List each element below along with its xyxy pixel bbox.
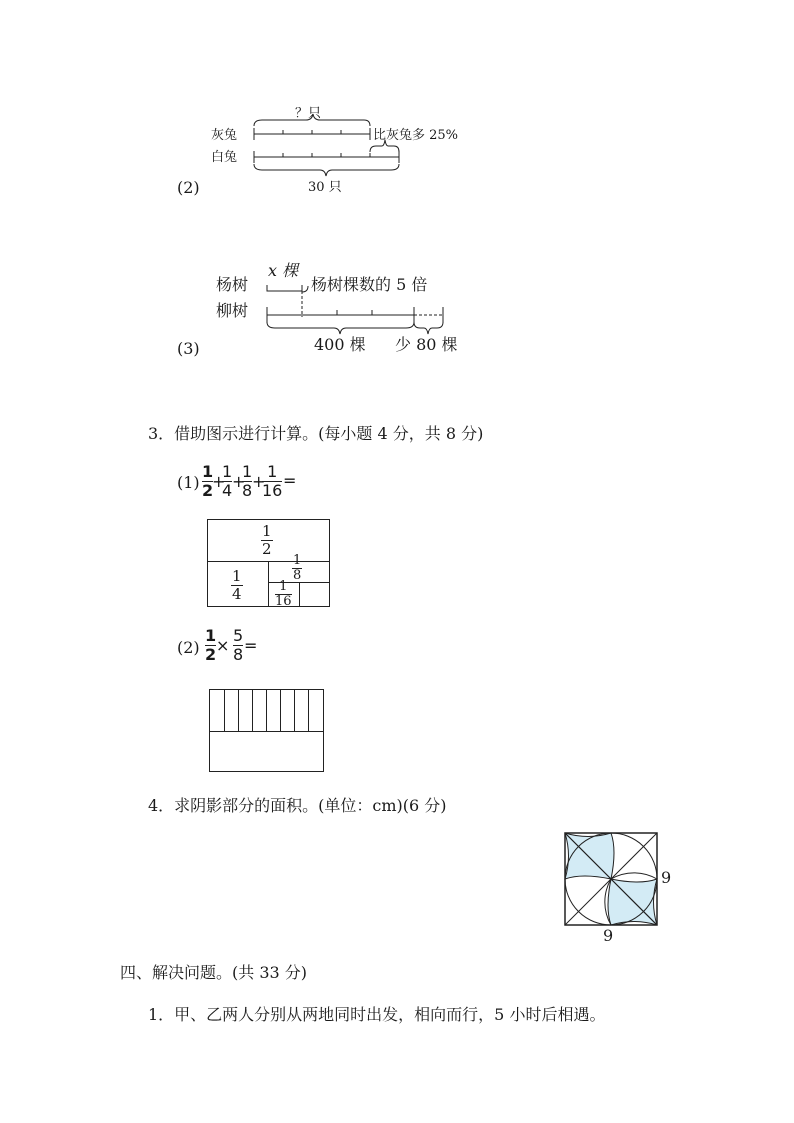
fraction-one-half: 1 2 bbox=[205, 626, 217, 664]
half-region-label: 1 2 bbox=[262, 522, 272, 558]
fraction-one-eighth: 1 8 bbox=[242, 462, 253, 500]
side-length-right: 9 bbox=[661, 868, 672, 887]
eighth-region-label: 1 8 bbox=[293, 553, 302, 583]
more-percent-label: 比灰兔多 25% bbox=[373, 128, 459, 143]
shaded-area-figure bbox=[562, 830, 662, 930]
x-trees-label: x 棵 bbox=[268, 261, 299, 280]
equals-sign: = bbox=[244, 636, 258, 655]
less-80-label: 少 80 棵 bbox=[395, 335, 458, 354]
quarter-region-label: 1 4 bbox=[232, 567, 242, 603]
plus-sign: + bbox=[232, 472, 246, 491]
willow-label: 柳树 bbox=[216, 301, 249, 320]
divider bbox=[238, 690, 239, 731]
fraction-five-eighths: 5 8 bbox=[233, 626, 244, 664]
section-4-question-1: 1．甲、乙两人分别从两地同时出发，相向而行，5 小时后相遇。 bbox=[148, 1005, 606, 1024]
side-length-bottom: 9 bbox=[603, 926, 614, 945]
fraction-one-quarter: 1 4 bbox=[222, 462, 233, 500]
divider bbox=[266, 690, 267, 731]
divider bbox=[294, 690, 295, 731]
total-label: 30 只 bbox=[308, 180, 342, 195]
fraction-area-model-1 bbox=[207, 519, 330, 607]
fraction-one-sixteenth: 1 16 bbox=[262, 462, 283, 500]
divider bbox=[308, 690, 309, 731]
sixteenth-region-label: 1 16 bbox=[275, 579, 292, 609]
question-3-title: 3．借助图示进行计算。(每小题 4 分，共 8 分) bbox=[148, 424, 484, 443]
subproblem-label-2: (2) bbox=[177, 178, 200, 197]
fraction-one-half: 1 2 bbox=[202, 462, 214, 500]
part-1-label: (1) bbox=[177, 473, 200, 492]
times-sign: × bbox=[216, 636, 230, 655]
poplar-label: 杨树 bbox=[216, 275, 249, 294]
white-rabbit-label: 白兔 bbox=[211, 150, 238, 165]
subproblem-label-3: (3) bbox=[177, 339, 200, 358]
divider bbox=[252, 690, 253, 731]
plus-sign: + bbox=[212, 472, 226, 491]
fraction-area-model-2 bbox=[209, 689, 324, 772]
equals-sign: = bbox=[283, 471, 297, 490]
unknown-quantity-label: ？只 bbox=[295, 106, 322, 121]
divider bbox=[268, 561, 269, 606]
gray-rabbit-label: 灰兔 bbox=[211, 128, 238, 143]
question-4-title: 4．求阴影部分的面积。(单位：cm)(6 分) bbox=[148, 796, 447, 815]
divider bbox=[210, 731, 323, 732]
divider bbox=[224, 690, 225, 731]
total-400-label: 400 棵 bbox=[314, 335, 366, 354]
five-times-label: 杨树棵数的 5 倍 bbox=[311, 275, 428, 294]
divider bbox=[299, 582, 300, 606]
divider bbox=[280, 690, 281, 731]
part-2-label: (2) bbox=[177, 638, 200, 657]
section-4-title: 四、解决问题。(共 33 分) bbox=[120, 963, 308, 982]
plus-sign: + bbox=[252, 472, 266, 491]
